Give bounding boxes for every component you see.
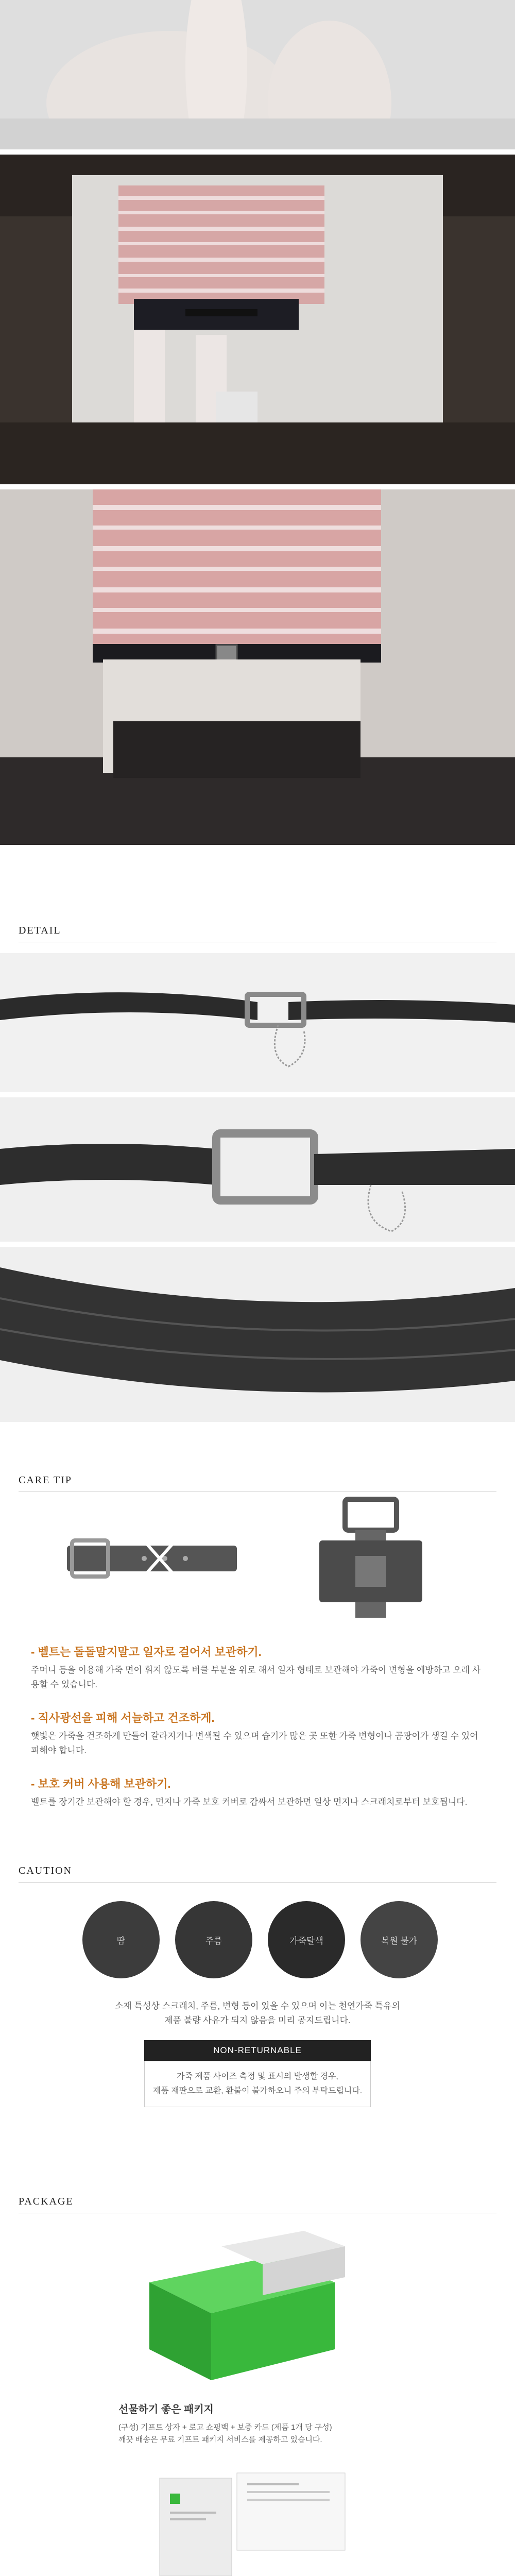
care-tip-heading-1: - 벨트는 돌돌말지말고 일자로 걸어서 보관하기. bbox=[31, 1646, 262, 1658]
belt-loop-icon bbox=[309, 1494, 433, 1628]
package-heading-gift: 선물하기 좋은 패키지 bbox=[118, 2404, 214, 2415]
non-returnable-box bbox=[144, 2061, 371, 2107]
photo-model-top bbox=[0, 0, 515, 149]
caution-circle-wrinkle bbox=[175, 1901, 252, 1978]
package-warranty-card-image bbox=[118, 2463, 366, 2576]
care-tip-body-3: 벨트를 장기간 보관해야 할 경우, 먼지나 가죽 보호 커버로 감싸서 보관하면 일상 먼지나 스크래치로부터 보호됩니다. bbox=[31, 1797, 468, 1807]
caution-circle-label: 가죽탈색 bbox=[289, 1936, 323, 1946]
caution-title: CAUTION bbox=[19, 1865, 72, 1876]
non-returnable-line: 가죽 제품 사이즈 측정 및 표시의 발생할 경우, bbox=[177, 2072, 338, 2081]
caution-circle-label: 복원 불가 bbox=[381, 1936, 418, 1946]
detail-photo-buckle bbox=[0, 1097, 515, 1242]
care-tip-heading-2: - 직사광선을 피해 서늘하고 건조하게. bbox=[31, 1711, 215, 1724]
package-line: 깨끗 배송은 무료 기프트 패키지 서비스를 제공하고 있습니다. bbox=[118, 2435, 322, 2444]
caution-circle-label: 땀 bbox=[116, 1936, 126, 1946]
caution-line: 소재 특성상 스크래치, 주름, 변형 등이 있을 수 있으며 이는 천연가죽 특유의 bbox=[114, 2001, 401, 2011]
detail-photo-braid-texture bbox=[0, 1247, 515, 1422]
photo-model-belt-closeup bbox=[0, 489, 515, 845]
package-gift-box-image bbox=[118, 2226, 366, 2391]
package-desc-gift bbox=[118, 2421, 427, 2446]
belt-icon bbox=[67, 1540, 237, 1577]
care-tip-heading-3: - 보호 커버 사용해 보관하기. bbox=[31, 1777, 171, 1790]
care-belt-illustration bbox=[62, 1504, 247, 1628]
caution-circle-unrecoverable bbox=[360, 1901, 438, 1978]
caution-circle-label: 주름 bbox=[205, 1936, 222, 1946]
care-tip-body-2: 햇빛은 가죽을 건조하게 만들어 갈라지거나 변색될 수 있으며 습기가 많은 곳 또한 가죽 변형이나 곰팡이가 생길 수 있어 피해야 합니다. bbox=[31, 1731, 478, 1755]
detail-title: DETAIL bbox=[19, 925, 61, 936]
non-returnable-bar: NON-RETURNABLE bbox=[144, 2040, 371, 2061]
care-tip-title: CARE TIP bbox=[19, 1475, 72, 1486]
caution-circle-sweat bbox=[82, 1901, 160, 1978]
package-line: (구성) 기프트 상자 + 로고 쇼핑백 + 보증 카드 (제품 1개 당 구성) bbox=[118, 2423, 332, 2432]
caution-circle-discolor bbox=[268, 1901, 345, 1978]
photo-model-sitting-bed bbox=[0, 155, 515, 484]
caution-text bbox=[52, 1999, 464, 2028]
package-title: PACKAGE bbox=[19, 2196, 74, 2207]
care-tip-body-1: 주머니 등을 이용해 가죽 면이 휘지 않도록 버클 부분을 위로 해서 일자 형태로 보관해야 가죽이 변형을 예방하고 오래 사용할 수 있습니다. bbox=[31, 1665, 481, 1689]
non-returnable-line: 제품 재판으로 교환, 환불이 불가하오니 주의 부탁드립니다. bbox=[152, 2087, 363, 2095]
caution-divider bbox=[19, 1882, 496, 1883]
caution-line: 제품 불량 사유가 되지 않음을 미리 공지드립니다. bbox=[164, 2015, 351, 2025]
detail-photo-braided-belt bbox=[0, 953, 515, 1092]
